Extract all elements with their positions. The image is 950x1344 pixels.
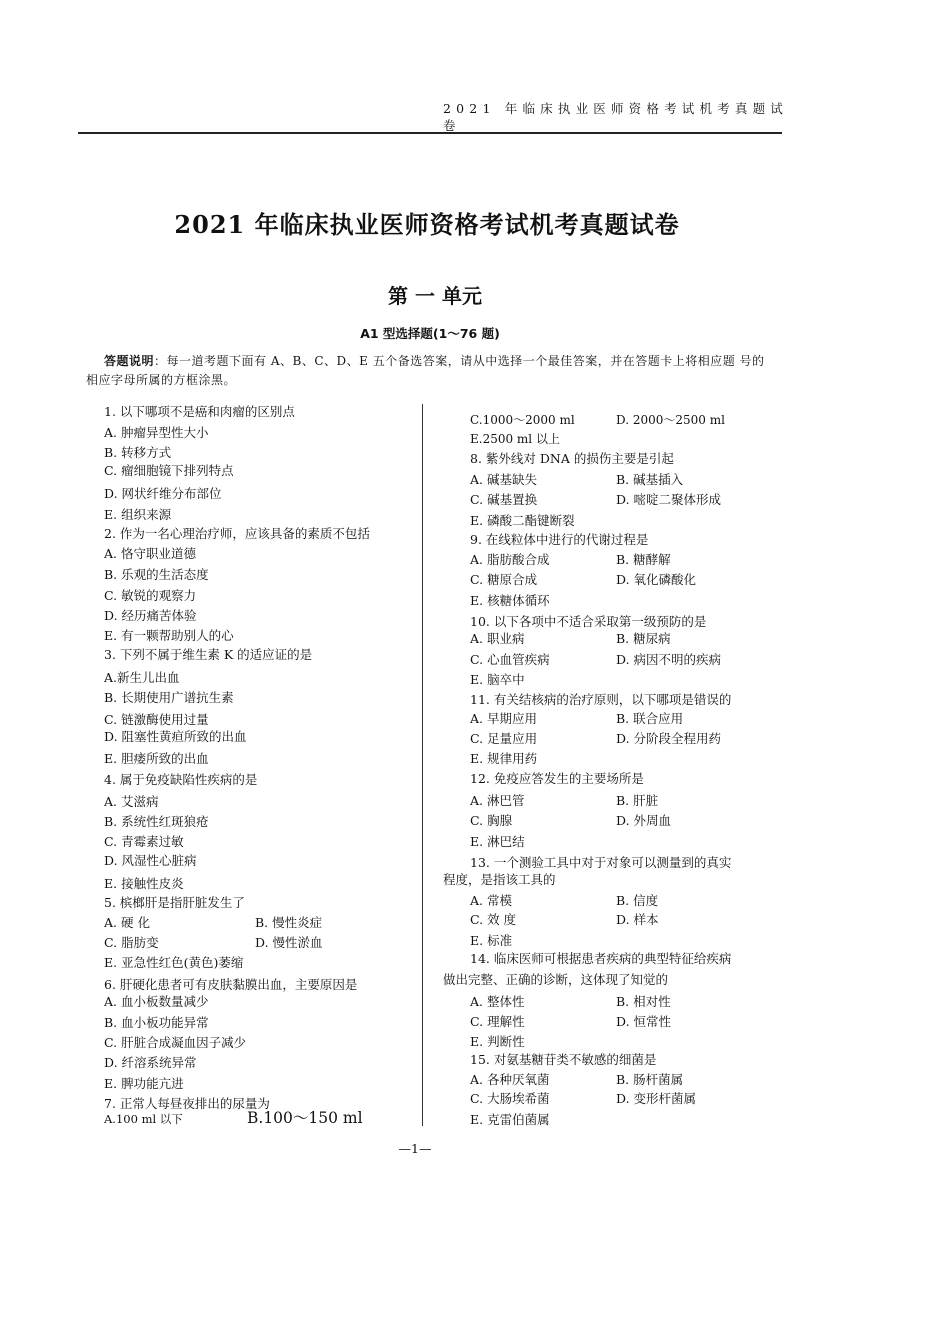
question-line: 13. 一个测验工具中对于对象可以测量到的真实: [470, 855, 732, 870]
option-line: E. 磷酸二酯键断裂: [470, 513, 575, 528]
option-line: A. 早期应用: [470, 711, 537, 726]
document-title: 2021 年临床执业医师资格考试机考真题试卷: [174, 210, 680, 239]
question-line: 3. 下列不属于维生素 K 的适应证的是: [104, 647, 313, 662]
option-line: A. 硬 化: [104, 915, 150, 930]
question-line: 5. 槟榔肝是指肝脏发生了: [104, 895, 245, 910]
option-line: A. 脂肪酸合成: [470, 552, 550, 567]
question-line: 15. 对氨基糖苷类不敏感的细菌是: [470, 1052, 657, 1067]
option-line: E. 规律用药: [470, 751, 538, 766]
option-line: A. 恪守职业道德: [104, 546, 196, 561]
option-line: E. 亚急性红色(黄色)萎缩: [104, 955, 244, 970]
option-line: A. 整体性: [470, 994, 525, 1009]
option-line: D. 风湿性心脏病: [104, 853, 197, 868]
option-line: D. 阻塞性黄疸所致的出血: [104, 729, 247, 744]
unit-heading: 第 一 单元: [388, 284, 482, 308]
option-line: D. 网状纤维分布部位: [104, 486, 222, 501]
option-line: C. 理解性: [470, 1014, 525, 1029]
option-line: C.1000～2000 ml: [470, 413, 575, 427]
question-line: 程度，是指该工具的: [443, 872, 556, 887]
option-line: D. 2000～2500 ml: [616, 413, 725, 427]
option-line: E. 组织来源: [104, 507, 172, 522]
option-line: E. 接触性皮炎: [104, 876, 184, 891]
option-line: B. 长期使用广谱抗生素: [104, 690, 234, 705]
option-line: B. 联合应用: [616, 711, 684, 726]
page-number: —1—: [398, 1141, 432, 1156]
option-line: B. 血小板功能异常: [104, 1015, 209, 1030]
option-line: D. 纤溶系统异常: [104, 1055, 197, 1070]
option-line: C. 心血管疾病: [470, 652, 550, 667]
option-line: C. 碱基置换: [470, 492, 538, 507]
option-line: E. 核糖体循环: [470, 593, 550, 608]
option-line: E. 判断性: [470, 1034, 525, 1049]
option-line: C. 糖原合成: [470, 572, 538, 587]
option-line: A. 职业病: [470, 631, 525, 646]
question-line: 8. 紫外线对 DNA 的损伤主要是引起: [470, 451, 674, 466]
option-line: B. 碱基插入: [616, 472, 684, 487]
option-line: C. 效 度: [470, 912, 517, 927]
column-divider: [422, 404, 423, 1126]
option-line: B.100～150 ml: [247, 1109, 363, 1127]
question-line: 做出完整、正确的诊断，这体现了知觉的: [443, 972, 669, 987]
option-line: C. 大肠埃希菌: [470, 1091, 550, 1106]
option-line: B. 转移方式: [104, 445, 172, 460]
option-line: E. 胆瘘所致的出血: [104, 751, 209, 766]
option-line: E. 脑卒中: [470, 672, 525, 687]
question-line: 2. 作为一名心理治疗师，应该具备的素质不包括: [104, 526, 370, 541]
option-line: C. 链激酶使用过量: [104, 712, 209, 727]
question-line: 1. 以下哪项不是癌和肉瘤的区别点: [104, 404, 295, 419]
option-line: D. 经历痛苦体验: [104, 608, 197, 623]
option-line: D. 分阶段全程用药: [616, 731, 722, 746]
running-header: 2021 年临床执业医师资格考试机考真题试卷: [443, 101, 788, 133]
section-heading: A1 型选择题(1～76 题): [360, 326, 500, 341]
option-line: B. 糖尿病: [616, 631, 671, 646]
option-line: B. 系统性红斑狼疮: [104, 814, 209, 829]
question-line: 9. 在线粒体中进行的代谢过程是: [470, 532, 649, 547]
option-line: B. 肝脏: [616, 793, 659, 808]
option-line: D. 氧化磷酸化: [616, 572, 697, 587]
option-line: E. 标准: [470, 933, 513, 948]
option-line: A. 淋巴管: [470, 793, 525, 808]
option-line: C. 敏锐的观察力: [104, 588, 197, 603]
option-line: D. 样本: [616, 912, 659, 927]
option-line: C. 胸腺: [470, 813, 513, 828]
option-line: B. 慢性炎症: [255, 915, 323, 930]
option-line: A. 常模: [470, 893, 512, 908]
question-line: 12. 免疫应答发生的主要场所是: [470, 771, 644, 786]
option-line: A.100 ml 以下: [104, 1112, 183, 1126]
option-line: A. 各种厌氧菌: [470, 1072, 550, 1087]
question-line: 4. 属于免疫缺陷性疾病的是: [104, 772, 258, 787]
option-line: A.新生儿出血: [104, 670, 180, 685]
option-line: C. 脂肪变: [104, 935, 159, 950]
option-line: D. 嘧啶二聚体形成: [616, 492, 722, 507]
option-line: C. 肝脏合成凝血因子减少: [104, 1035, 247, 1050]
option-line: B. 相对性: [616, 994, 671, 1009]
header-rule: [78, 132, 782, 134]
option-line: D. 慢性淤血: [255, 935, 323, 950]
question-line: 7. 正常人每昼夜排出的尿量为: [104, 1096, 270, 1111]
instructions-label: 答题说明: [104, 354, 155, 368]
option-line: B. 肠杆菌属: [616, 1072, 684, 1087]
option-line: C. 瘤细胞镜下排列特点: [104, 463, 234, 478]
option-line: A. 血小板数量减少: [104, 994, 209, 1009]
question-line: 10. 以下各项中不适合采取第一级预防的是: [470, 614, 707, 629]
option-line: A. 艾滋病: [104, 794, 159, 809]
question-line: 11. 有关结核病的治疗原则，以下哪项是错误的: [470, 692, 732, 707]
option-line: C. 青霉素过敏: [104, 834, 184, 849]
option-line: E. 脾功能亢进: [104, 1076, 184, 1091]
option-line: B. 乐观的生活态度: [104, 567, 209, 582]
option-line: E.2500 ml 以上: [470, 432, 560, 446]
option-line: D. 病因不明的疾病: [616, 652, 722, 667]
option-line: B. 糖酵解: [616, 552, 671, 567]
option-line: E. 有一颗帮助别人的心: [104, 628, 234, 643]
option-line: E. 克雷伯菌属: [470, 1112, 550, 1127]
option-line: E. 淋巴结: [470, 834, 525, 849]
option-line: B. 信度: [616, 893, 659, 908]
option-line: C. 足量应用: [470, 731, 538, 746]
question-line: 14. 临床医师可根据患者疾病的典型特征给疾病: [470, 951, 732, 966]
answer-instructions: [86, 352, 776, 390]
option-line: A. 肿瘤异型性大小: [104, 425, 209, 440]
question-line: 6. 肝硬化患者可有皮肤黏膜出血，主要原因是: [104, 977, 358, 992]
instructions-text: ：每一道考题下面有 A、B、C、D、E 五个备选答案，请从中选择一个最佳答案，并在答题卡上将相应题 号的相应字母所属的方框涂黑。: [86, 354, 765, 387]
option-line: D. 恒常性: [616, 1014, 672, 1029]
option-line: A. 碱基缺失: [470, 472, 537, 487]
option-line: D. 外周血: [616, 813, 672, 828]
option-line: D. 变形杆菌属: [616, 1091, 697, 1106]
